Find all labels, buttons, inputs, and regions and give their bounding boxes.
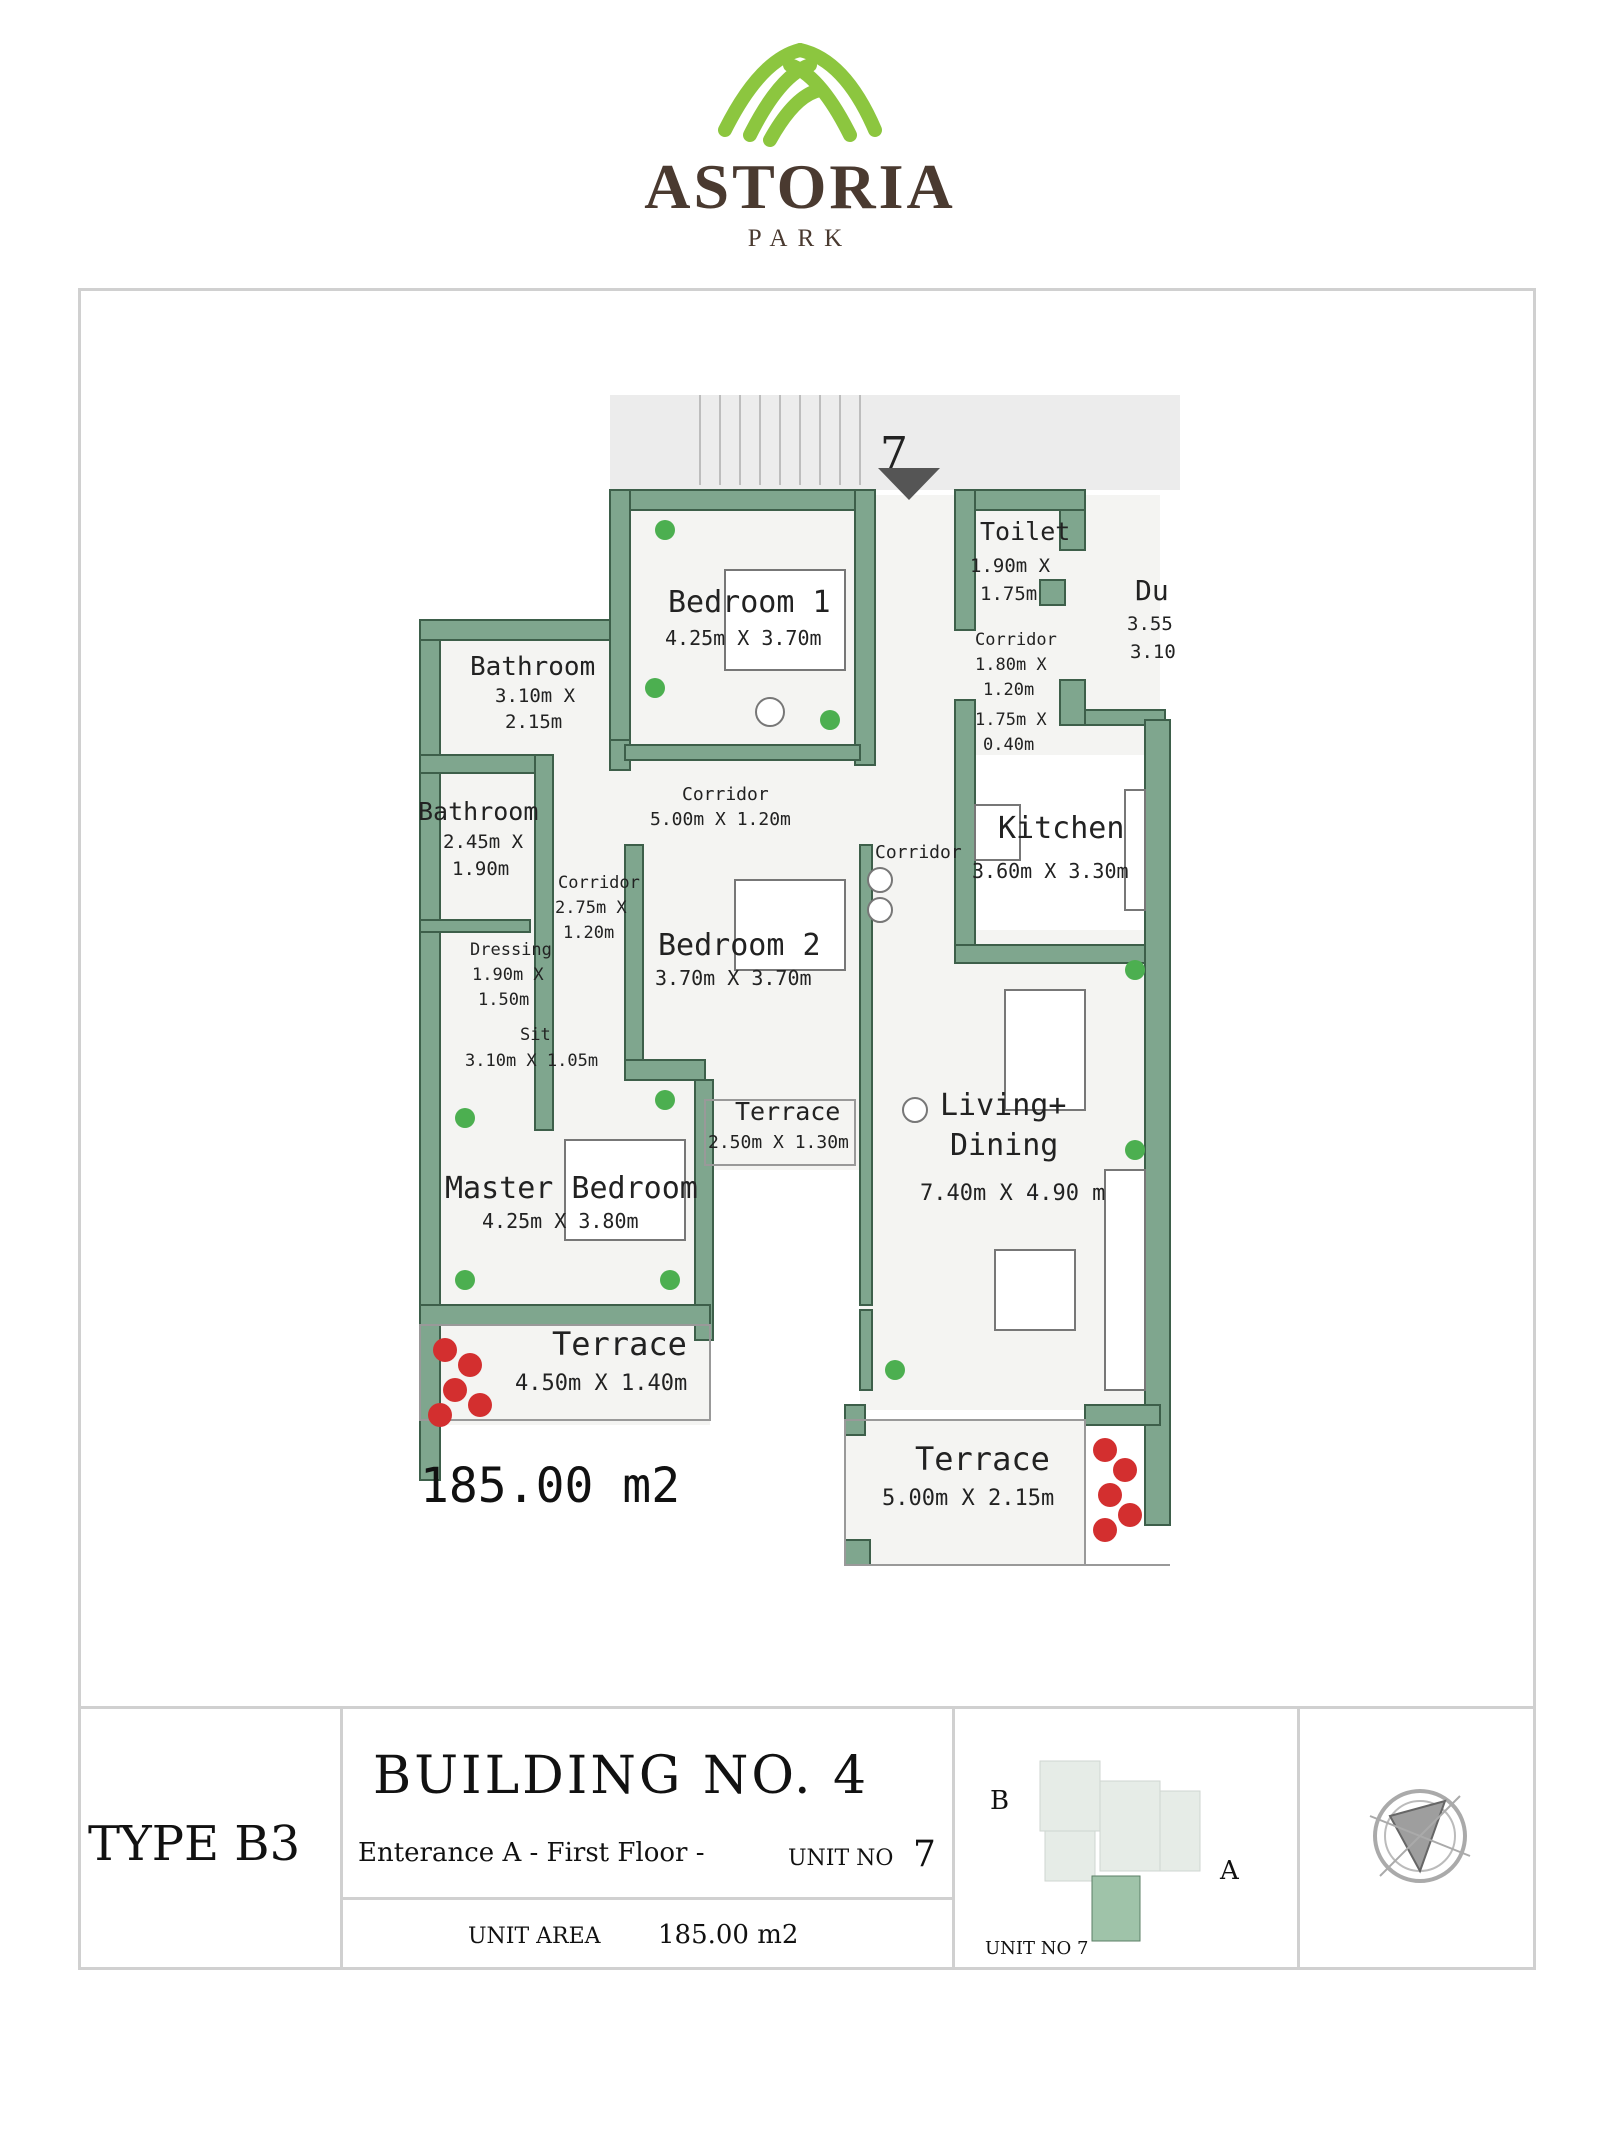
- room-name: Kitchen: [998, 811, 1125, 846]
- brand-sub: PARK: [747, 225, 853, 252]
- unit-area-value: 185.00 m2: [658, 1920, 799, 1950]
- room-name: Corridor: [875, 842, 962, 863]
- room-name: Master Bedroom: [445, 1171, 698, 1206]
- room-dims: 1.20m: [983, 680, 1035, 700]
- keyplan-cell: [955, 1706, 1300, 1970]
- unit-no-label: UNIT NO: [788, 1846, 894, 1871]
- room-name: Du: [1135, 574, 1169, 607]
- room-dims: 1.20m: [563, 923, 615, 943]
- unit-area-label: UNIT AREA: [468, 1924, 601, 1949]
- room-dims: 5.00m X 1.20m: [650, 809, 791, 830]
- room-dims: 3.55: [1127, 613, 1173, 635]
- room-name: Corridor: [975, 630, 1057, 650]
- keyplan-label-a: A: [1220, 1856, 1239, 1886]
- room-dims: 1.50m: [478, 990, 530, 1010]
- room-dims: 1.75m: [980, 583, 1038, 605]
- room-name: Terrace: [735, 1097, 841, 1126]
- room-dims: 5.00m X 2.15m: [882, 1486, 1055, 1511]
- keyplan-unit-7: [1092, 1876, 1140, 1941]
- room-name: Bathroom: [470, 652, 596, 682]
- keyplan-diagram: [1030, 1756, 1220, 1946]
- room-name: Terrace: [915, 1440, 1050, 1478]
- room-dims: 4.25m X 3.70m: [665, 626, 822, 650]
- room-dims: 1.90m: [452, 858, 510, 880]
- room-dims: 4.25m X 3.80m: [482, 1209, 639, 1233]
- entrance-unit-number: 7: [880, 428, 908, 479]
- room-dims: 3.10: [1130, 641, 1176, 663]
- entrance-floor: Enterance A - First Floor -: [358, 1838, 705, 1868]
- north-arrow-icon: [1360, 1776, 1480, 1896]
- type-cell: [78, 1706, 343, 1970]
- north-arrow-cell: [1300, 1706, 1536, 1970]
- room-name: Bathroom: [418, 797, 539, 826]
- room-dims: 0.40m: [983, 735, 1035, 755]
- title-block: [78, 1706, 1536, 1970]
- room-name: Dressing: [470, 940, 552, 960]
- unit-type: TYPE B3: [88, 1816, 301, 1872]
- keyplan-unit-label: UNIT NO 7: [985, 1938, 1089, 1959]
- room-dims: 3.10m X 1.05m: [465, 1051, 599, 1071]
- room-name: Terrace: [552, 1325, 687, 1363]
- room-dims: 3.60m X 3.30m: [972, 859, 1129, 883]
- room-name: Bedroom 1: [668, 585, 831, 620]
- room-name: Toilet: [980, 517, 1071, 546]
- room-name: Sit: [520, 1025, 551, 1045]
- brand-name: ASTORIA: [644, 151, 956, 222]
- room-dims: 3.70m X 3.70m: [655, 966, 812, 990]
- keyplan-label-b: B: [990, 1786, 1010, 1816]
- room-dims: 2.75m X: [555, 898, 627, 918]
- room-dims: 1.75m X: [975, 710, 1047, 730]
- room-name: Dining: [950, 1128, 1059, 1163]
- room-name: Living+: [940, 1088, 1067, 1123]
- room-dims: 1.90m X: [970, 555, 1051, 577]
- room-dims: 1.90m X: [472, 965, 544, 985]
- room-dims: 2.15m: [505, 711, 563, 733]
- room-dims: 2.45m X: [443, 831, 524, 853]
- unit-no-value: 7: [913, 1834, 936, 1875]
- room-dims: 1.80m X: [975, 655, 1047, 675]
- room-name: Bedroom 2: [658, 928, 821, 963]
- room-dims: 2.50m X 1.30m: [708, 1132, 849, 1153]
- room-name: Corridor: [682, 784, 769, 805]
- room-name: Corridor: [558, 873, 640, 893]
- room-dims: 3.10m X: [495, 685, 576, 707]
- building-cell-divider: [343, 1897, 955, 1900]
- plan-area: 185.00 m2: [420, 1458, 681, 1514]
- room-dims: 7.40m X 4.90 m: [920, 1181, 1106, 1206]
- room-dims: 4.50m X 1.40m: [515, 1371, 688, 1396]
- building-cell: [343, 1706, 955, 1970]
- building-number: BUILDING NO. 4: [373, 1746, 870, 1806]
